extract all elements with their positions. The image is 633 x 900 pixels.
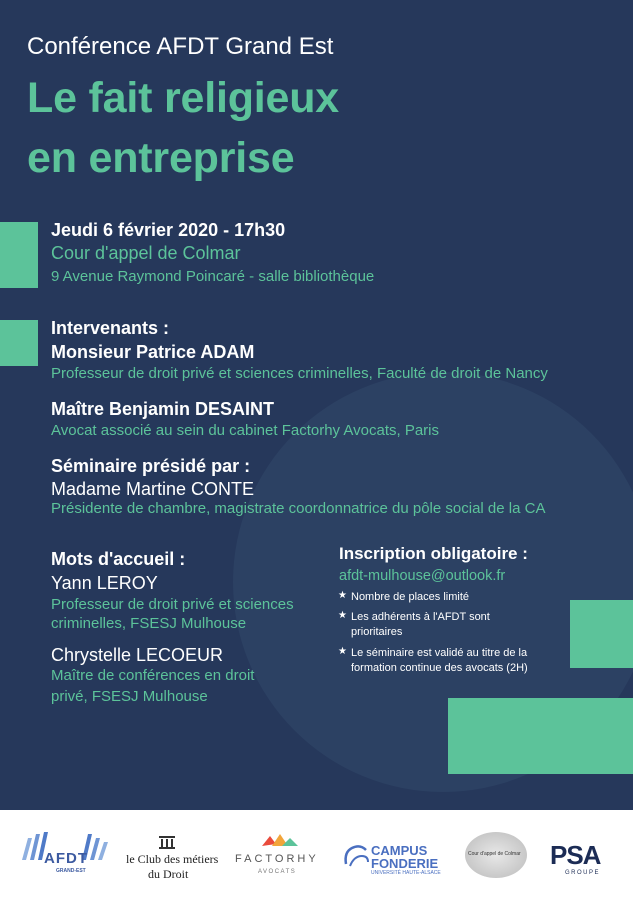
star-icon: ★ (338, 590, 347, 601)
conference-kicker: Conférence AFDT Grand Est (27, 33, 334, 60)
speakers-heading: Intervenants : (51, 318, 170, 338)
event-address: 9 Avenue Raymond Poincaré - salle bibliothèque (51, 268, 375, 285)
welcome-person-role: Professeur de droit privé et sciences (51, 596, 294, 613)
event-date-time: Jeudi 6 février 2020 - 17h30 (51, 220, 286, 240)
speaker-role: Professeur de droit privé et sciences criminelles, Faculté de droit de Nancy (51, 365, 548, 382)
decorative-block (570, 600, 633, 668)
star-icon: ★ (338, 646, 347, 657)
speaker-role: Avocat associé au sein du cabinet Factorhy Avocats, Paris (51, 422, 439, 439)
welcome-person-role: privé, FSESJ Mulhouse (51, 688, 208, 705)
chair-heading: Séminaire présidé par : (51, 456, 251, 476)
sponsor-logos: AFDT GRAND-EST le Club des métiers du Droit FACTORHY AVOCATS CAMPUS FONDERIE UNIVERSITÉ HAUTE-ALSACE Cour d'appel de Colmar PSA GROUPE (0, 810, 633, 900)
registration-bullet: ★ Le séminaire est validé au titre de la formation continue des avocats (2H) (338, 646, 528, 674)
wave-icon (262, 834, 298, 848)
page-title-line1: Le fait religieux (27, 74, 340, 122)
registration-bullet: ★ Les adhérents à l'AFDT sont prioritaires (338, 610, 490, 638)
welcome-person-name: Yann LEROY (51, 573, 158, 593)
registration-email[interactable]: afdt-mulhouse@outlook.fr (339, 568, 506, 584)
event-venue: Cour d'appel de Colmar (51, 243, 241, 263)
decorative-block (0, 320, 38, 366)
star-icon: ★ (338, 610, 347, 621)
registration-heading: Inscription obligatoire : (339, 544, 528, 563)
swirl-icon (342, 842, 370, 868)
welcome-person-role: criminelles, FSESJ Mulhouse (51, 615, 247, 632)
speaker-name: Maître Benjamin DESAINT (51, 399, 275, 419)
welcome-heading: Mots d'accueil : (51, 549, 186, 569)
decorative-block (448, 698, 633, 774)
columns-icon (158, 834, 176, 850)
chair-role: Présidente de chambre, magistrate coordonnatrice du pôle social de la CA (51, 500, 546, 517)
welcome-person-role: Maître de conférences en droit (51, 667, 255, 684)
welcome-person-name: Chrystelle LECOEUR (51, 645, 224, 665)
page-title-line2: en entreprise (27, 134, 295, 182)
chair-name: Madame Martine CONTE (51, 479, 255, 499)
registration-bullet: ★ Nombre de places limité (338, 590, 469, 603)
decorative-block (0, 222, 38, 288)
speaker-name: Monsieur Patrice ADAM (51, 342, 255, 362)
